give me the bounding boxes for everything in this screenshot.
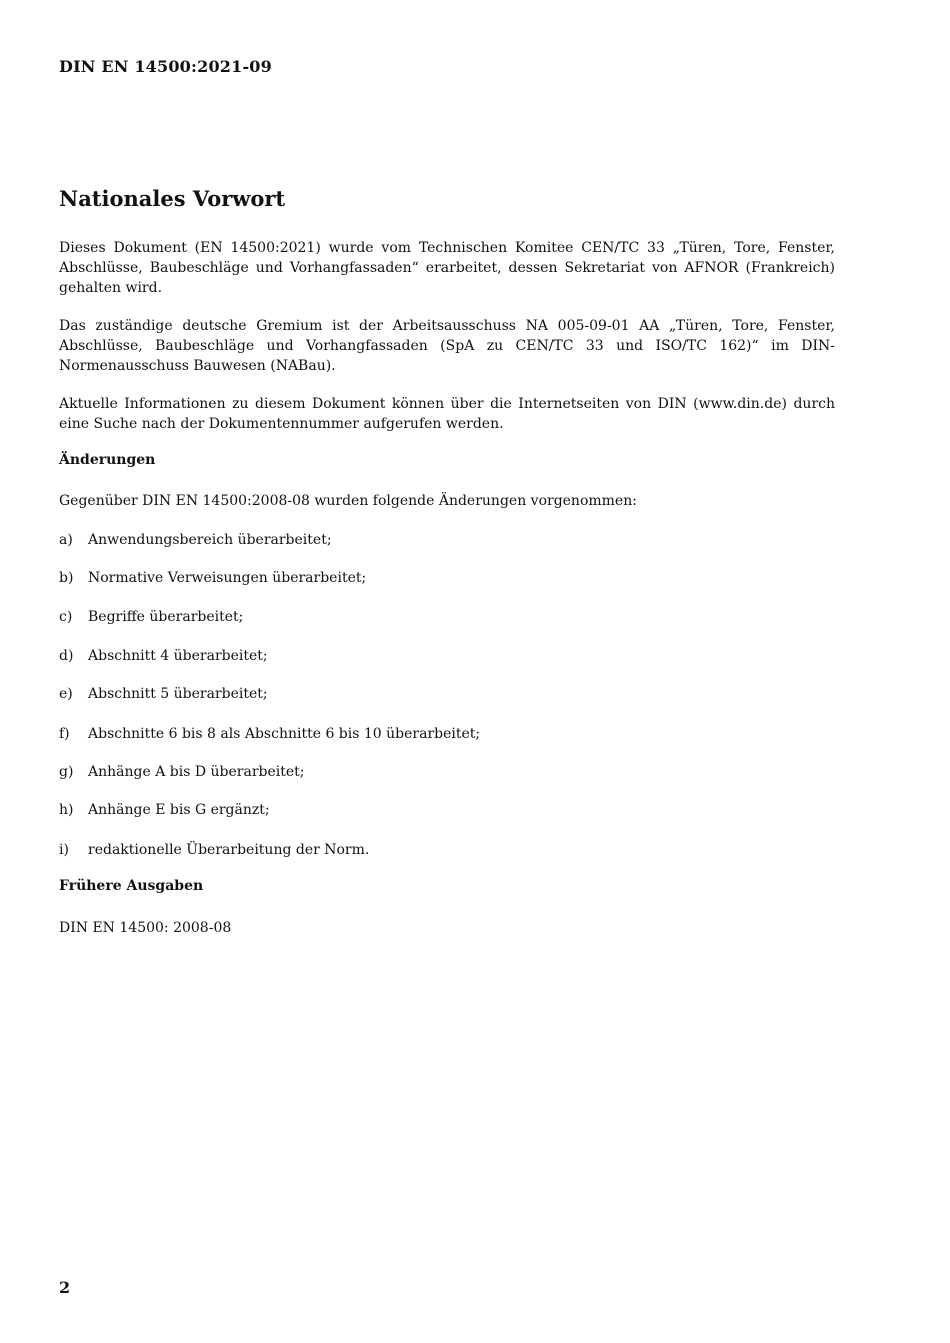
list-marker: f) [59, 726, 70, 742]
list-marker: b) [59, 570, 74, 586]
change-item-text: Normative Verweisungen überarbeitet; [88, 570, 367, 586]
previous-edition-entry: DIN EN 14500: 2008-08 [59, 920, 232, 936]
change-item-text: Anwendungsbereich überarbeitet; [88, 532, 332, 548]
list-marker: h) [59, 802, 74, 818]
changes-intro: Gegenüber DIN EN 14500:2008-08 wurden folgende Änderungen vorgenommen: [59, 493, 637, 509]
list-marker: d) [59, 648, 74, 664]
list-marker: g) [59, 764, 74, 780]
change-item [59, 607, 243, 627]
document-id-header: DIN EN 14500:2021-09 [59, 57, 272, 76]
change-item-text: Abschnitt 4 überarbeitet; [88, 648, 268, 664]
change-item [59, 800, 270, 820]
change-item-text: Begriffe überarbeitet; [88, 609, 244, 625]
list-marker: e) [59, 686, 73, 702]
change-item-text: Anhänge A bis D überarbeitet; [88, 764, 305, 780]
change-item [59, 684, 268, 704]
change-item [59, 646, 268, 666]
change-item [59, 724, 480, 744]
change-item-text: Anhänge E bis G ergänzt; [88, 802, 270, 818]
previous-editions-heading: Frühere Ausgaben [59, 878, 204, 894]
list-marker: i) [59, 842, 69, 858]
change-item [59, 840, 369, 860]
page-number: 2 [59, 1278, 71, 1297]
paragraph-current-info: Aktuelle Informationen zu diesem Dokument können über die Internetseiten von DIN (www.din.de) durch eine Suche nach der Dokumentennummer aufgerufen werden. [59, 396, 835, 432]
change-item-text: Abschnitt 5 überarbeitet; [88, 686, 268, 702]
page-title: Nationales Vorwort [59, 186, 286, 211]
change-item-text: redaktionelle Überarbeitung der Norm. [88, 842, 370, 858]
list-marker: c) [59, 609, 73, 625]
paragraph-committee: Dieses Dokument (EN 14500:2021) wurde vom Technischen Komitee CEN/TC 33 „Türen, Tore, Fenster, Abschlüsse, Baubeschläge und Vorhangfassaden“ erarbeitet, dessen Sekretariat von AFNOR (Frankreich) gehalten wird. [59, 240, 835, 296]
paragraph-national-body: Das zuständige deutsche Gremium ist der Arbeitsausschuss NA 005-09-01 AA „Türen, Tore, Fenster, Abschlüsse, Baubeschläge und Vorhangfassaden (SpA zu CEN/TC 33 und ISO/TC 162)“ im DIN-Normenausschuss Bauwesen (NABau). [59, 318, 835, 374]
change-item [59, 762, 305, 782]
changes-heading: Änderungen [59, 452, 156, 468]
list-marker: a) [59, 532, 73, 548]
change-item [59, 568, 366, 588]
change-item-text: Abschnitte 6 bis 8 als Abschnitte 6 bis 10 überarbeitet; [88, 726, 481, 742]
change-item [59, 530, 332, 550]
